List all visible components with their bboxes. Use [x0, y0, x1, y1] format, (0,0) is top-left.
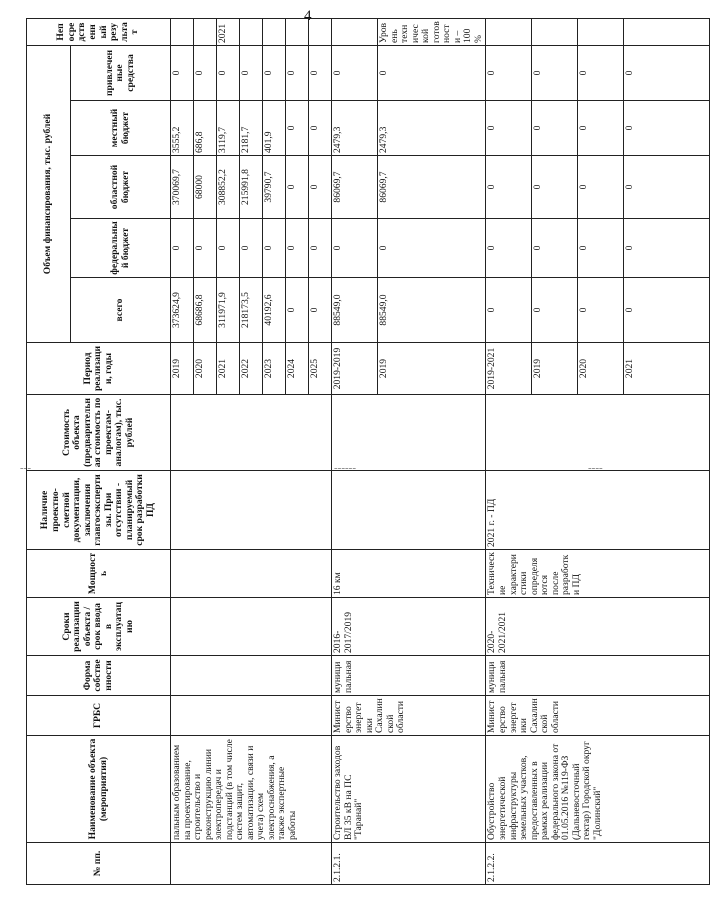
header-docs: Наличие проектно-сметной документации, заключения главгосэкспертизы. При отсутствии - планируемый срок разработки ПД [27, 471, 171, 550]
table-row [171, 19, 194, 885]
header-finance: Объем финансирования, тыс. рублей [27, 46, 71, 343]
regional-cell: 39790,7 [263, 156, 286, 219]
form-cell: муниципальная [486, 656, 710, 696]
local-cell: 0 [532, 101, 578, 156]
cost-cell [486, 395, 710, 471]
header-name: Наименование объекта (мероприятия) [27, 736, 171, 843]
federal-cell: 0 [309, 219, 332, 278]
result-cell [194, 19, 217, 46]
header-result: Непосредственный результат [27, 19, 171, 46]
header-grbs: ГРБС [27, 696, 171, 736]
regional-cell: 370069,7 [171, 156, 194, 219]
power-cell: 16 км [332, 550, 486, 598]
regional-cell: 0 [624, 156, 710, 219]
terms-cell: 2016-2017/2019 [332, 598, 486, 656]
table-row [486, 19, 532, 885]
attracted-cell: 0 [217, 46, 240, 101]
local-cell: 3119,7 [217, 101, 240, 156]
period-cell: 2019 [171, 343, 194, 395]
header-regional: областной бюджет [71, 156, 171, 219]
period-cell: 2019-2021 [486, 343, 532, 395]
header-form: Форма собственности [27, 656, 171, 696]
local-cell: 0 [624, 101, 710, 156]
period-cell: 2022 [240, 343, 263, 395]
table-row [332, 19, 378, 885]
local-cell: 0 [486, 101, 532, 156]
header-terms: Сроки реализации объекта / срок ввода в эксплуатацию [27, 598, 171, 656]
result-cell [624, 19, 710, 46]
period-cell: 2021 [624, 343, 710, 395]
result-cell [332, 19, 378, 46]
total-cell: 373624,9 [171, 278, 194, 343]
result-cell [286, 19, 309, 46]
regional-cell: 0 [286, 156, 309, 219]
local-cell: 401,9 [263, 101, 286, 156]
docs-cell: 2021 г. - ПД [486, 471, 710, 550]
period-cell: 2019 [532, 343, 578, 395]
federal-cell: 0 [332, 219, 378, 278]
attracted-cell: 0 [194, 46, 217, 101]
scan-mark-left: --- [20, 462, 31, 474]
total-cell: 0 [624, 278, 710, 343]
attracted-cell: 0 [240, 46, 263, 101]
header-total: всего [71, 278, 171, 343]
cost-cell [332, 395, 486, 471]
power-cell: Технические характеристики определяются после разработки ПД [486, 550, 710, 598]
period-cell: 2024 [286, 343, 309, 395]
period-cell: 2021 [217, 343, 240, 395]
result-cell [171, 19, 194, 46]
total-cell: 0 [532, 278, 578, 343]
header-period: Период реализации, годы [27, 343, 171, 395]
local-cell: 0 [578, 101, 624, 156]
grbs-cell [171, 696, 332, 736]
no-cell: 2.1.2.1. [332, 843, 486, 885]
federal-cell: 0 [240, 219, 263, 278]
result-cell: Уровень технической готовности – 100% [378, 19, 486, 46]
financing-table [26, 18, 710, 885]
period-cell: 2019 [378, 343, 486, 395]
regional-cell: 308852,2 [217, 156, 240, 219]
federal-cell: 0 [263, 219, 286, 278]
local-cell: 2479,3 [332, 101, 378, 156]
result-cell [578, 19, 624, 46]
name-cell: Строительство заходов ВЛ 35 кВ на ПС "Таранай" [332, 736, 486, 843]
federal-cell: 0 [578, 219, 624, 278]
regional-cell: 68000 [194, 156, 217, 219]
period-cell: 2020 [194, 343, 217, 395]
attracted-cell: 0 [332, 46, 378, 101]
attracted-cell: 0 [286, 46, 309, 101]
federal-cell: 0 [286, 219, 309, 278]
rotated-table-container [26, 19, 636, 885]
regional-cell: 0 [532, 156, 578, 219]
total-cell: 88549,0 [332, 278, 378, 343]
local-cell: 0 [286, 101, 309, 156]
attracted-cell: 0 [171, 46, 194, 101]
total-cell: 68686,8 [194, 278, 217, 343]
no-cell [171, 843, 332, 885]
local-cell: 2479,3 [378, 101, 486, 156]
federal-cell: 0 [217, 219, 240, 278]
federal-cell: 0 [624, 219, 710, 278]
total-cell: 311971,9 [217, 278, 240, 343]
result-cell [263, 19, 286, 46]
power-cell [171, 550, 332, 598]
result-cell [309, 19, 332, 46]
total-cell: 0 [578, 278, 624, 343]
attracted-cell: 0 [532, 46, 578, 101]
cost-cell [171, 395, 332, 471]
local-cell: 2181,7 [240, 101, 263, 156]
attracted-cell: 0 [578, 46, 624, 101]
federal-cell: 0 [486, 219, 532, 278]
federal-cell: 0 [378, 219, 486, 278]
attracted-cell: 0 [263, 46, 286, 101]
form-cell [171, 656, 332, 696]
header-attracted: привлеченные средства [71, 46, 171, 101]
regional-cell: 0 [486, 156, 532, 219]
total-cell: 0 [309, 278, 332, 343]
regional-cell: 86069,7 [332, 156, 378, 219]
total-cell: 40192,6 [263, 278, 286, 343]
total-cell: 0 [486, 278, 532, 343]
name-cell: Обустройство энергетической инфраструктуры земельных участков, предоставленных в рамках реализации федерального закона от 01.05.2016 №119-ФЗ (Дальневосточный гектар) Городской округ "Долинский" [486, 736, 710, 843]
federal-cell: 0 [194, 219, 217, 278]
name-cell: пальным образованием на проектирование, строительство и реконструкцию линии электропередач и подстанций (в том числе систем защит, автоматизации, связи и учета) схем электроснабжения, а также экспертные работы [171, 736, 332, 843]
period-cell: 2019-2019 [332, 343, 378, 395]
terms-cell: 2020-2021/2021 [486, 598, 710, 656]
result-cell: 2021 [217, 19, 240, 46]
local-cell: 0 [309, 101, 332, 156]
result-cell [486, 19, 532, 46]
scan-mark-center: ------ [334, 462, 356, 474]
period-cell: 2020 [578, 343, 624, 395]
result-cell [532, 19, 578, 46]
attracted-cell: 0 [624, 46, 710, 101]
period-cell: 2025 [309, 343, 332, 395]
grbs-cell: Министерство энергетики Сахалинской области [486, 696, 710, 736]
terms-cell [171, 598, 332, 656]
header-federal: федеральный бюджет [71, 219, 171, 278]
attracted-cell: 0 [309, 46, 332, 101]
local-cell: 686,8 [194, 101, 217, 156]
total-cell: 0 [286, 278, 309, 343]
form-cell: муниципальная [332, 656, 486, 696]
header-no: № пп. [27, 843, 171, 885]
docs-cell [171, 471, 332, 550]
docs-cell [332, 471, 486, 550]
period-cell: 2023 [263, 343, 286, 395]
total-cell: 218173,5 [240, 278, 263, 343]
local-cell: 3555,2 [171, 101, 194, 156]
page-number: 4 [304, 8, 312, 24]
header-local: местный бюджет [71, 101, 171, 156]
attracted-cell: 0 [378, 46, 486, 101]
grbs-cell: Министерство энергетики Сахалинской области [332, 696, 486, 736]
regional-cell: 215991,8 [240, 156, 263, 219]
regional-cell: 86069,7 [378, 156, 486, 219]
federal-cell: 0 [532, 219, 578, 278]
header-power: Мощность [27, 550, 171, 598]
regional-cell: 0 [309, 156, 332, 219]
regional-cell: 0 [578, 156, 624, 219]
attracted-cell: 0 [486, 46, 532, 101]
header-cost: Стоимость объекта (предварительная стоимость по проектам-аналогам), тыс. рублей [27, 395, 171, 471]
scan-mark-right: ---- [588, 462, 603, 474]
no-cell: 2.1.2.2. [486, 843, 710, 885]
federal-cell: 0 [171, 219, 194, 278]
total-cell: 88549,0 [378, 278, 486, 343]
result-cell [240, 19, 263, 46]
